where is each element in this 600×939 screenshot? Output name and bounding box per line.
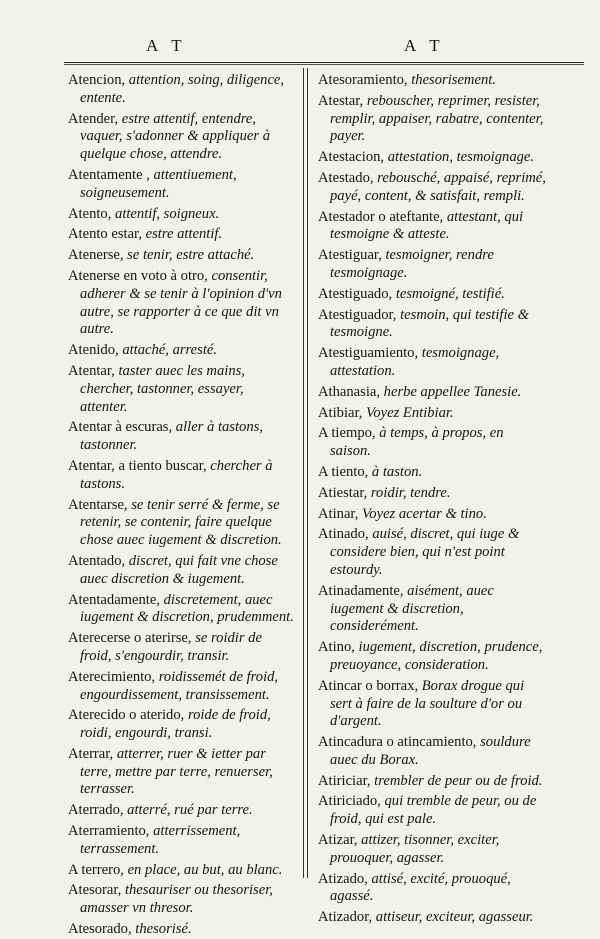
entry-definition: consentir, adherer & se tenir à l'opinion d'vn autre, se rapporter à ce que dit vn autre. xyxy=(80,267,282,338)
dictionary-entry xyxy=(68,268,294,339)
entry-headword: Atentadamente, xyxy=(68,591,160,608)
dictionary-entry xyxy=(68,206,294,224)
dictionary-entry xyxy=(318,773,546,791)
entry-headword: Athanasia, xyxy=(318,383,381,400)
entry-headword: Atincadura o atincamiento, xyxy=(318,734,477,751)
entry-headword: Atincar o borrax, xyxy=(318,677,419,694)
dictionary-entry xyxy=(318,405,546,423)
entry-headword: Atentar, xyxy=(68,362,115,379)
dictionary-entry xyxy=(68,167,294,203)
entry-definition: thesorisé. xyxy=(131,921,192,938)
left-column xyxy=(68,72,294,938)
entry-headword: Atenido, xyxy=(68,342,119,359)
entry-headword: Atinado, xyxy=(318,526,369,543)
dictionary-entry xyxy=(318,247,546,283)
entry-definition: estre attentif, entendre, vaquer, s'adonner & appliquer à quelque chose, attendre. xyxy=(80,110,270,163)
entry-definition: en place, au but, au blanc. xyxy=(123,861,283,878)
header-left: A T xyxy=(146,36,187,55)
dictionary-entry xyxy=(68,669,294,705)
dictionary-entry xyxy=(68,226,294,244)
entry-headword: Atibiar, xyxy=(318,404,363,421)
dictionary-entry xyxy=(318,639,546,675)
dictionary-entry xyxy=(68,247,294,265)
dictionary-entry xyxy=(318,485,546,503)
entry-definition: à temps, à propos, en saison. xyxy=(330,425,504,460)
dictionary-entry xyxy=(68,882,294,918)
entry-definition: estre attentif. xyxy=(141,226,223,243)
dictionary-entry xyxy=(68,553,294,589)
entry-headword: Atestacion, xyxy=(318,149,385,166)
dictionary-entry xyxy=(68,630,294,666)
entry-definition: Borax drogue qui sert à faire de la soulture d'or ou d'argent. xyxy=(330,677,525,730)
entry-definition: tesmoigner, rendre tesmoignage. xyxy=(330,247,494,281)
entry-definition: taster auec les mains, chercher, tastonner, essayer, attenter. xyxy=(80,362,245,415)
entry-definition: attentiuement, soigneusement. xyxy=(80,166,237,201)
entry-definition: atterrer, ruer & ietter par terre, mettre par terre, renuerser, terrasser. xyxy=(80,745,273,798)
entry-headword: Aterecimiento, xyxy=(68,668,156,685)
dictionary-entry xyxy=(68,823,294,859)
dictionary-entry xyxy=(68,921,294,939)
entry-definition: attention, soing, diligence, entente. xyxy=(80,72,285,106)
entry-headword: Atender, xyxy=(68,110,119,127)
entry-definition: discret, qui fait vne chose auec discretion & iugement. xyxy=(80,552,278,587)
dictionary-entry xyxy=(68,363,294,416)
entry-definition: qui tremble de peur, ou de froid, qui est pale. xyxy=(330,793,537,828)
entry-headword: Atinar, xyxy=(318,505,359,522)
entry-definition: attaché, arresté. xyxy=(118,342,218,359)
entry-definition: attentif, soigneux. xyxy=(111,205,220,222)
entry-headword: Atizar, xyxy=(318,832,358,849)
entry-definition: herbe appellee Tanesie. xyxy=(380,383,522,400)
entry-headword: Atestado, xyxy=(318,169,374,186)
entry-definition: attisé, excité, prouoqué, agassé. xyxy=(330,870,511,905)
entry-headword: Atiriciado, xyxy=(318,793,381,810)
entry-definition: auisé, discret, qui iuge & considere bien, qui n'est point estourdy. xyxy=(330,526,520,578)
dictionary-entry xyxy=(318,871,546,907)
entry-definition: attestant, qui tesmoigne & atteste. xyxy=(330,208,524,243)
dictionary-entry xyxy=(318,734,546,770)
entry-definition: iugement, discretion, prudence, preuoyance, consideration. xyxy=(330,639,543,673)
entry-headword: Atestador o ateftante, xyxy=(318,208,444,225)
column-divider xyxy=(303,68,308,878)
right-column xyxy=(318,72,546,926)
entry-headword: Atestiguamiento, xyxy=(318,345,419,362)
entry-definition: à taston. xyxy=(368,463,423,480)
running-header xyxy=(64,30,584,70)
entry-definition: atterrissement, terrassement. xyxy=(80,823,241,857)
entry-headword: Aterramiento, xyxy=(68,823,150,840)
entry-headword: Atentar à escuras, xyxy=(68,419,173,436)
entry-headword: Atesorado, xyxy=(68,921,132,938)
entry-headword: Aterrado, xyxy=(68,802,124,819)
dictionary-entry xyxy=(68,419,294,455)
entry-definition: roidir, tendre. xyxy=(367,484,451,501)
dictionary-entry xyxy=(318,526,546,579)
entry-headword: Atentado, xyxy=(68,552,126,569)
entry-definition: thesauriser ou thesoriser, amasser vn thresor. xyxy=(80,882,273,917)
dictionary-entry xyxy=(318,307,546,343)
entry-headword: Atestar, xyxy=(318,92,364,109)
dictionary-entry xyxy=(68,497,294,550)
entry-definition: se roidir de froid, s'engourdir, transir. xyxy=(80,630,262,664)
entry-headword: Atinadamente, xyxy=(318,582,404,599)
entry-definition: chercher à tastons. xyxy=(80,457,273,492)
entry-headword: Aterecido o aterido, xyxy=(68,707,185,724)
dictionary-entry xyxy=(68,458,294,494)
entry-headword: Atenerse, xyxy=(68,247,124,264)
entry-headword: Atestiguador, xyxy=(318,306,397,323)
dictionary-entry xyxy=(318,425,546,461)
entry-headword: Atestiguado, xyxy=(318,285,393,302)
entry-headword: Atestiguar, xyxy=(318,247,382,264)
entry-definition: rebouscher, reprimer, resister, remplir, appaiser, rabatre, contenter, payer. xyxy=(330,92,544,145)
dictionary-entry xyxy=(318,678,546,731)
dictionary-entry xyxy=(318,93,546,146)
entry-headword: A tiempo, xyxy=(318,425,376,442)
entry-headword: Atiestar, xyxy=(318,484,368,501)
dictionary-entry xyxy=(318,209,546,245)
entry-definition: tesmoigné, testifié. xyxy=(392,285,505,302)
entry-definition: tesmoin, qui testifie & tesmoigne. xyxy=(330,306,530,341)
entry-headword: Atizador, xyxy=(318,909,373,926)
dictionary-entry xyxy=(318,384,546,402)
entry-definition: Voyez acertar & tino. xyxy=(358,505,487,522)
entry-definition: attizer, tisonner, exciter, prouoquer, agasser. xyxy=(330,832,500,866)
entry-headword: Aterecerse o aterirse, xyxy=(68,630,192,647)
entry-headword: Atesoramiento, xyxy=(318,72,408,88)
entry-headword: Atentar, a tiento buscar, xyxy=(68,457,207,474)
entry-headword: Atencion, xyxy=(68,72,126,88)
dictionary-entry xyxy=(68,342,294,360)
entry-definition: souldure auec du Borax. xyxy=(330,734,531,768)
entry-headword: Atenerse en voto à otro, xyxy=(68,267,208,284)
entry-definition: rebousché, appaisé, reprimé, payé, content, & satisfait, rempli. xyxy=(330,169,546,204)
dictionary-entry xyxy=(318,464,546,482)
entry-headword: Atentarse, xyxy=(68,496,128,513)
dictionary-entry xyxy=(318,909,546,927)
dictionary-entry xyxy=(318,793,546,829)
dictionary-entry xyxy=(68,592,294,628)
entry-definition: trembler de peur ou de froid. xyxy=(370,772,543,789)
entry-headword: Atizado, xyxy=(318,870,368,887)
entry-definition: tesmoignage, attestation. xyxy=(330,345,500,379)
entry-headword: Atino, xyxy=(318,639,355,656)
entry-headword: Atentamente , xyxy=(68,166,150,183)
entry-definition: attiseur, exciteur, agasseur. xyxy=(372,909,534,926)
entry-definition: se tenir, estre attaché. xyxy=(123,247,255,264)
entry-headword: Atesorar, xyxy=(68,882,122,899)
dictionary-entry xyxy=(318,506,546,524)
entry-definition: roide de froid, roidi, engourdi, transi. xyxy=(80,707,271,742)
header-rule xyxy=(64,62,584,65)
entry-definition: thesorisement. xyxy=(407,72,496,88)
entry-definition: aller à tastons, tastonner. xyxy=(80,419,263,454)
dictionary-entry xyxy=(318,286,546,304)
dictionary-entry xyxy=(318,832,546,868)
entry-definition: Voyez Entibiar. xyxy=(362,404,454,421)
header-right: A T xyxy=(404,36,445,55)
entry-definition: atterré, rué par terre. xyxy=(123,802,253,819)
entry-headword: A terrero, xyxy=(68,861,124,878)
entry-definition: aisément, auec iugement & discretion, considerément. xyxy=(330,582,494,635)
entry-headword: Atento, xyxy=(68,205,112,222)
dictionary-entry xyxy=(318,72,546,90)
dictionary-entry xyxy=(318,583,546,636)
dictionary-entry xyxy=(68,72,294,108)
dictionary-entry xyxy=(318,149,546,167)
entry-definition: roidissemét de froid, engourdissement, transissement. xyxy=(80,668,279,703)
dictionary-entry xyxy=(68,802,294,820)
dictionary-entry xyxy=(68,111,294,164)
dictionary-entry xyxy=(318,345,546,381)
entry-definition: se tenir serré & ferme, se retenir, se contenir, faire quelque chose auec iugement & discretion. xyxy=(80,496,282,549)
dictionary-entry xyxy=(68,746,294,799)
dictionary-entry xyxy=(68,862,294,880)
entry-headword: A tiento, xyxy=(318,463,369,480)
entry-definition: discretement, auec iugement & discretion, prudemment. xyxy=(80,591,294,626)
entry-headword: Aterrar, xyxy=(68,745,114,762)
entry-headword: Atiriciar, xyxy=(318,772,371,789)
dictionary-entry xyxy=(68,707,294,743)
entry-definition: attestation, tesmoignage. xyxy=(384,149,535,166)
dictionary-entry xyxy=(318,170,546,206)
entry-headword: Atento estar, xyxy=(68,226,142,243)
